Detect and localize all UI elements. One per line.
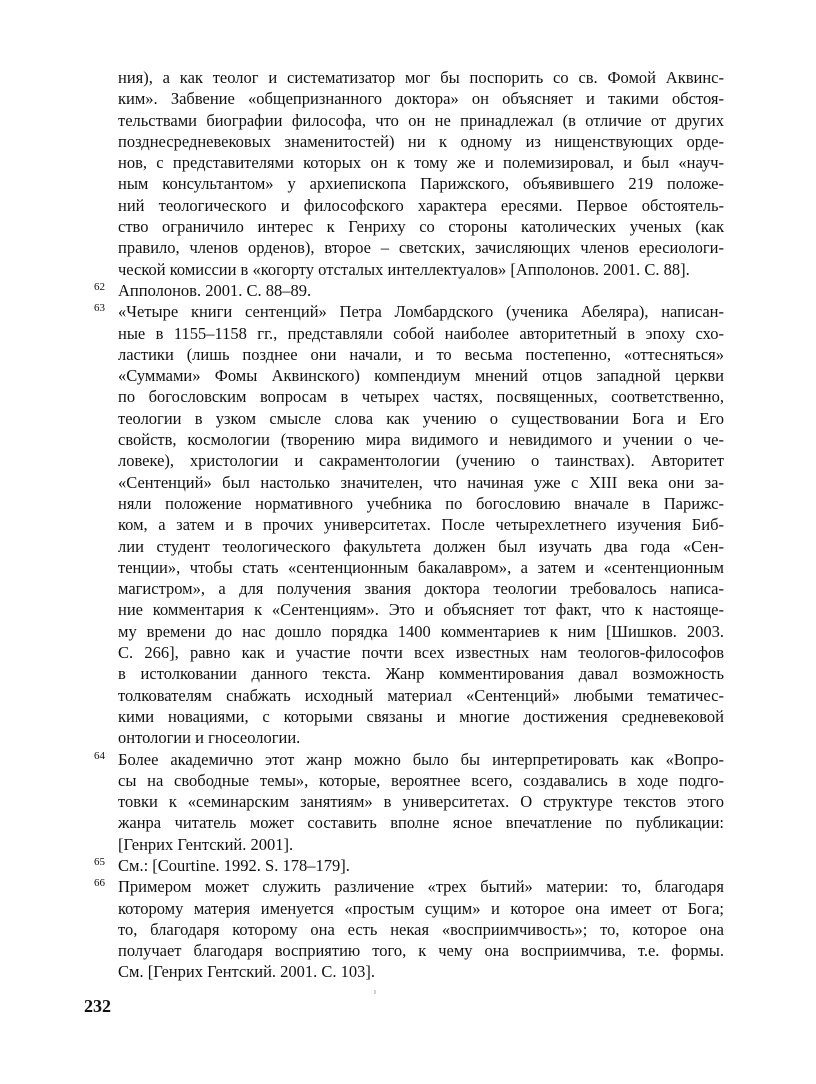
text-line: лии студент теологического факультета должен был изучать два года «Сен-	[118, 536, 724, 556]
text-line: жанра читатель может составить вполне ясное впечатление по публикации:	[118, 813, 724, 833]
page-number: 232	[84, 996, 111, 1016]
text-line: онтологии и гносеологии.	[118, 728, 301, 748]
text-line: [Генрих Гентский. 2001].	[118, 834, 294, 854]
footnote-number: 65	[94, 855, 105, 868]
text-line: См. [Генрих Гентский. 2001. С. 103].	[118, 962, 376, 982]
text-line: в истолковании данного текста. Жанр комментирования давал возможность	[118, 664, 724, 684]
text-line: получает благодаря восприятию того, к чему она восприимчива, т.е. формы.	[118, 941, 724, 961]
text-line: См.: [Courtine. 1992. S. 178–179].	[118, 855, 350, 875]
footnote-64	[94, 749, 724, 855]
text-line: сы на свободные темы», которые, вероятнее всего, создавались в ходе подго-	[118, 770, 724, 790]
text-line: ком, а затем и в прочих университетах. После четырехлетнего изучения Биб-	[118, 515, 724, 535]
text-line: Примером может служить различение «трех бытий» материи: то, благодаря	[118, 877, 724, 897]
text-line: правило, членов орденов), второе – светских, зачисляющих членов ересиологи-	[118, 238, 724, 258]
text-line: ные в 1155–1158 гг., представляли собой наиболее авторитетный в эпоху схо-	[118, 323, 724, 343]
text-line: свойств, космологии (творению мира видимого и невидимого и учении о че-	[118, 430, 724, 450]
text-line: «Суммами» Фомы Аквинского) компендиум мнений отцов западной церкви	[118, 366, 724, 386]
text-line: Апполонов. 2001. С. 88–89.	[118, 280, 312, 300]
footnote-number: 64	[94, 749, 105, 762]
footnote-63	[94, 301, 724, 748]
text-line: Более академично этот жанр можно было бы интерпретировать как «Вопро-	[118, 749, 724, 769]
text-line: которому материя именуется «простым сущим» и которое она имеет от Бога;	[118, 898, 724, 918]
footnote-number: 63	[94, 302, 105, 315]
footnotes-block	[94, 67, 724, 983]
text-line: теологии в узком смысле слова как учению о существовании Бога и Его	[118, 408, 724, 428]
continued-footnote	[118, 67, 724, 280]
text-line: ческой комиссии в «когорту отсталых интеллектуалов» [Апполонов. 2001. С. 88].	[118, 259, 690, 279]
footnote-62	[94, 280, 724, 301]
text-line: ний теологического и философского характера ересями. Первое обстоятель-	[118, 195, 724, 215]
text-line: «Четыре книги сентенций» Петра Ломбардского (ученика Абеляра), написан-	[118, 302, 724, 322]
scan-speck	[374, 990, 376, 994]
text-line: ния), а как теолог и систематизатор мог бы поспорить со св. Фомой Аквинс-	[118, 68, 724, 87]
footnote-65	[94, 855, 724, 876]
text-line: «Сентенций» был настолько значителен, что начиная уже с XIII века они за-	[118, 472, 724, 492]
text-line: му времени до нас дошло порядка 1400 комментариев к ним [Шишков. 2003.	[118, 621, 724, 641]
text-line: толкователям снабжать исходный материал «Сентенций» любыми тематичес-	[118, 685, 724, 705]
text-line: ким». Забвение «общепризнанного доктора» он объясняет и такими обстоя-	[118, 89, 724, 109]
text-line: няли положение нормативного учебника по богословию вначале в Парижс-	[118, 493, 724, 513]
footnote-66	[94, 876, 724, 982]
text-line: магистром», а для получения звания доктора теологии требовалось написа-	[118, 579, 724, 599]
text-line: позднесредневековых знаменитостей) ни к одному из нищенствующих орде-	[118, 131, 724, 151]
footnote-number: 62	[94, 280, 105, 293]
text-line: то, благодаря которому она есть некая «восприимчивость»; то, которое она	[118, 919, 724, 939]
text-line: ловеке), христологии и сакраментологии (учению о таинствах). Авторитет	[118, 451, 724, 471]
text-line: С. 266], равно как и участие почти всех известных нам теологов-философов	[118, 643, 724, 663]
text-line: ние комментария к «Сентенциям». Это и объясняет тот факт, что к настояще-	[118, 600, 724, 620]
text-line: ластики (лишь позднее они начали, и то весьма постепенно, «оттесняться»	[118, 344, 724, 364]
text-line: ство ограничило интерес к Генриху со стороны католических ученых (как	[118, 217, 724, 237]
text-line: кими новациями, с которыми связаны и многие достижения средневековой	[118, 706, 724, 726]
text-line: тенции», чтобы стать «сентенционным бакалавром», а затем и «сентенционным	[118, 557, 724, 577]
text-line: по богословским вопросам в четырех частях, посвященных, соответственно,	[118, 387, 724, 407]
text-line: тельствами биографии философа, что он не принадлежал (в отличие от других	[118, 110, 724, 130]
text-line: ным консультантом» у архиепископа Парижского, объявившего 219 положе-	[118, 174, 724, 194]
text-line: нов, с представителями которых он к тому же и полемизировал, и был «науч-	[118, 153, 724, 173]
footnote-number: 66	[94, 877, 105, 890]
text-line: товки к «семинарским занятиям» в университетах. О структуре текстов этого	[118, 792, 724, 812]
